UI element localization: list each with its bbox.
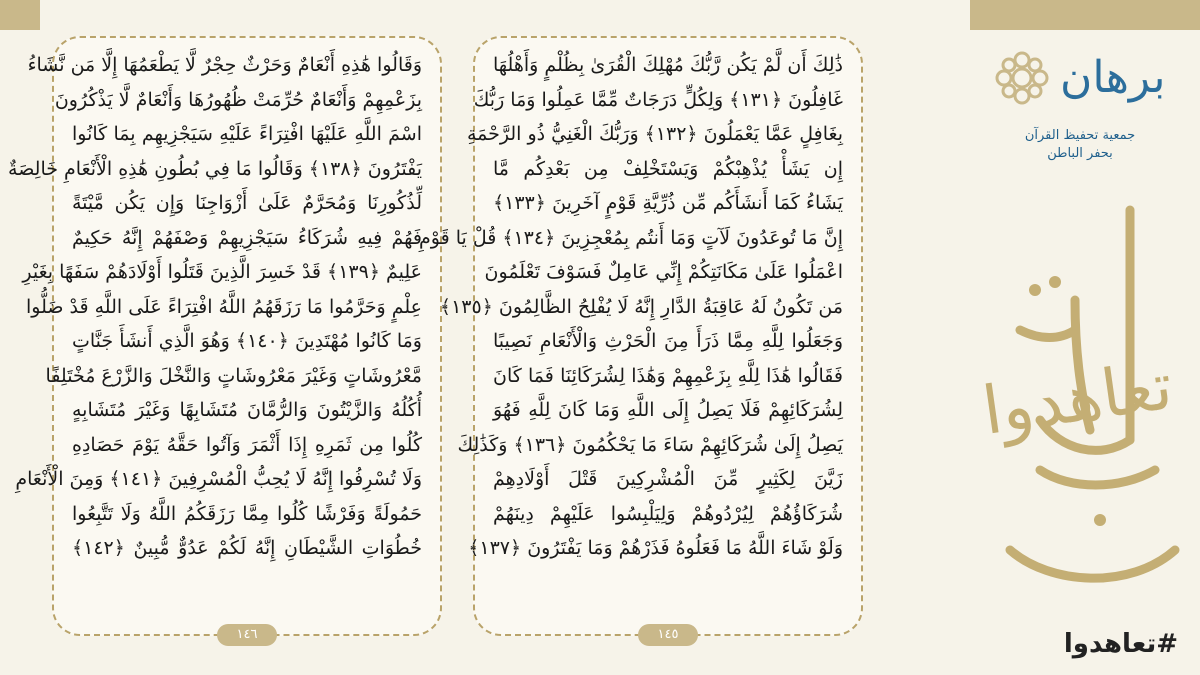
verse-line: لِشُرَكَائِهِمْ فَلَا يَصِلُ إِلَى اللَّهِ وَمَا كَانَ لِلَّهِ فَهُوَ <box>493 399 843 421</box>
calligraphy-title: تعاهدوا <box>978 347 1177 450</box>
mushaf-page-145 <box>419 36 863 642</box>
verse-line: وَجَعَلُوا لِلَّهِ مِمَّا ذَرَأَ مِنَ الْحَرْثِ وَالْأَنْعَامِ نَصِيبًا <box>493 330 843 352</box>
verse-line: لِّذُكُورِنَا وَمُحَرَّمٌ عَلَىٰ أَزْوَاجِنَا وَإِن يَكُن مَّيْتَةً <box>72 192 422 214</box>
verse-line: اعْمَلُوا عَلَىٰ مَكَانَتِكُمْ إِنِّي عَامِلٌ فَسَوْفَ تَعْلَمُونَ <box>484 261 843 283</box>
verse-line: ذَٰلِكَ أَن لَّمْ يَكُن رَّبُّكَ مُهْلِكَ الْقُرَىٰ بِظُلْمٍ وَأَهْلُهَا <box>493 54 843 76</box>
page-number-right: ١٤٥ <box>638 624 698 646</box>
verse-line: بِزَعْمِهِمْ وَأَنْعَامٌ حُرِّمَتْ ظُهُورُهَا وَأَنْعَامٌ لَّا يَذْكُرُونَ <box>54 88 422 111</box>
verse-line: وَقَالُوا هَٰذِهِ أَنْعَامٌ وَحَرْثٌ حِجْرٌ لَّا يَطْعَمُهَا إِلَّا مَن نَّشَاءُ <box>27 54 422 76</box>
verse-line: مَّعْرُوشَاتٍ وَغَيْرَ مَعْرُوشَاتٍ وَالنَّخْلَ وَالزَّرْعَ مُخْتَلِفًا <box>45 364 422 387</box>
verse-lines-right <box>419 48 843 566</box>
verse-line: فَقَالُوا هَٰذَا لِلَّهِ بِزَعْمِهِمْ وَهَٰذَا لِشُرَكَائِنَا فَمَا كَانَ <box>493 364 843 387</box>
verse-line: يَشَاءُ كَمَا أَنشَأَكُم مِّن ذُرِّيَّةِ قَوْمٍ آخَرِينَ ﴿١٣٣﴾ <box>493 192 843 214</box>
verse-line: غَافِلُونَ ﴿١٣١﴾ وَلِكُلٍّ دَرَجَاتٌ مِّمَّا عَمِلُوا وَمَا رَبُّكَ <box>473 88 843 111</box>
verse-line: زَيَّنَ لِكَثِيرٍ مِّنَ الْمُشْرِكِينَ قَتْلَ أَوْلَادِهِمْ <box>493 468 843 490</box>
mushaf-page-146 <box>8 36 442 642</box>
verse-line: وَلَوْ شَاءَ اللَّهُ مَا فَعَلُوهُ فَذَرْهُمْ وَمَا يَفْتَرُونَ ﴿١٣٧﴾ <box>468 537 843 559</box>
verse-line: عَلِيمٌ ﴿١٣٩﴾ قَدْ خَسِرَ الَّذِينَ قَتَلُوا أَوْلَادَهُمْ سَفَهًا بِغَيْرِ <box>22 261 422 283</box>
brand-panel <box>970 30 1200 675</box>
verse-line: أُكُلُهُ وَالزَّيْتُونَ وَالرُّمَّانَ مُتَشَابِهًا وَغَيْرَ مُتَشَابِهٍ <box>72 399 422 421</box>
organization-location: بحفر الباطن <box>1047 146 1113 161</box>
verse-line: فَهُمْ فِيهِ شُرَكَاءُ سَيَجْزِيهِمْ وَصْفَهُمْ إِنَّهُ حَكِيمٌ <box>72 226 422 249</box>
verse-line: عِلْمٍ وَحَرَّمُوا مَا رَزَقَهُمُ اللَّهُ افْتِرَاءً عَلَى اللَّهِ قَدْ ضَلُّوا <box>25 295 422 318</box>
hashtag-label: #تعاهدوا <box>1063 629 1178 659</box>
verse-lines-left <box>8 48 422 566</box>
verse-line: وَلَا تُسْرِفُوا إِنَّهُ لَا يُحِبُّ الْمُسْرِفِينَ ﴿١٤١﴾ وَمِنَ الْأَنْعَامِ <box>15 468 422 490</box>
verse-line: إِن يَشَأْ يُذْهِبْكُمْ وَيَسْتَخْلِفْ مِن بَعْدِكُم مَّا <box>493 157 843 180</box>
verse-line: اسْمَ اللَّهِ عَلَيْهَا افْتِرَاءً عَلَيْهِ سَيَجْزِيهِم بِمَا كَانُوا <box>72 123 422 145</box>
floral-logo-icon <box>988 44 1056 112</box>
verse-line: خُطُوَاتِ الشَّيْطَانِ إِنَّهُ لَكُمْ عَدُوٌّ مُّبِينٌ ﴿١٤٢﴾ <box>72 537 422 559</box>
verse-line: مَن تَكُونُ لَهُ عَاقِبَةُ الدَّارِ إِنَّهُ لَا يُفْلِحُ الظَّالِمُونَ ﴿١٣٥﴾ <box>439 295 843 318</box>
verse-line: بِغَافِلٍ عَمَّا يَعْمَلُونَ ﴿١٣٢﴾ وَرَبُّكَ الْغَنِيُّ ذُو الرَّحْمَةِ <box>466 123 843 145</box>
verse-line: وَمَا كَانُوا مُهْتَدِينَ ﴿١٤٠﴾ وَهُوَ الَّذِي أَنشَأَ جَنَّاتٍ <box>72 330 422 352</box>
decorative-top-bar-left <box>0 0 40 30</box>
verse-line: كُلُوا مِن ثَمَرِهِ إِذَا أَثْمَرَ وَآتُوا حَقَّهُ يَوْمَ حَصَادِهِ <box>72 433 422 456</box>
page-number-left: ١٤٦ <box>217 624 277 646</box>
decorative-top-bar-right <box>970 0 1200 30</box>
verse-line: حَمُولَةً وَفَرْشًا كُلُوا مِمَّا رَزَقَكُمُ اللَّهُ وَلَا تَتَّبِعُوا <box>72 502 422 525</box>
verse-line: يَفْتَرُونَ ﴿١٣٨﴾ وَقَالُوا مَا فِي بُطُونِ هَٰذِهِ الْأَنْعَامِ خَالِصَةٌ <box>8 157 422 180</box>
logo-wordmark: برهان <box>1060 52 1166 103</box>
verse-line: شُرَكَاؤُهُمْ لِيُرْدُوهُمْ وَلِيَلْبِسُوا عَلَيْهِمْ دِينَهُمْ <box>493 502 843 525</box>
verse-line: يَصِلُ إِلَىٰ شُرَكَائِهِمْ سَاءَ مَا يَحْكُمُونَ ﴿١٣٦﴾ وَكَذَٰلِكَ <box>457 433 843 456</box>
verse-line: إِنَّ مَا تُوعَدُونَ لَآتٍ وَمَا أَنتُم بِمُعْجِزِينَ ﴿١٣٤﴾ قُلْ يَا قَوْمِ <box>419 226 843 249</box>
organization-name: جمعية تحفيظ القرآن <box>1024 128 1136 143</box>
